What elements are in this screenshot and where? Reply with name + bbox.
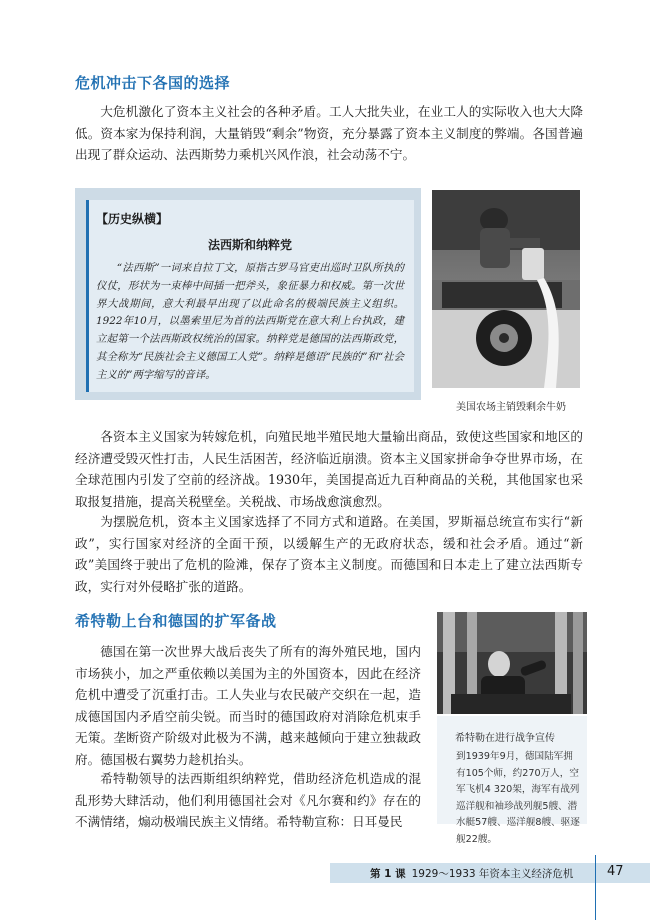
history-box-body: “法西斯”一词来自拉丁文，原指古罗马官吏出巡时卫队所执的仪仗，形状为一束棒中间插一把斧头，象征暴力和权威。第一次世界大战期间，意大利最早出现了以此命名的极端民族主义组织。1922年10月，以墨索里尼为首的法西斯党在意大利上台执政，建立起第一个法西斯政权统治的国家。纳粹党是德国的法西斯政党，其全称为“民族社会主义德国工人党”。纳粹是德语“民族的”和“社会主义的”两字缩写的音译。 <box>96 262 404 381</box>
history-box-tag: 【历史纵横】 <box>96 212 169 226</box>
paragraph-germany-crisis: 德国在第一次世界大战后丧失了所有的海外殖民地，国内市场狭小，加之严重依赖以美国为主的外国资本，因此在经济危机中遭受了沉重打击。工人失业与农民破产交织在一起，造成德国国内矛盾空前尖锐。而当时的德国政府对消除危机束手无策。垄断资产阶级对此极为不满，越来越倾向于建立独裁政府。德国极右翼势力趁机抬头。 <box>75 644 421 767</box>
footer-lesson: 第 1 课 <box>370 868 406 880</box>
paragraph-nazi-party: 希特勒领导的法西斯组织纳粹党，借助经济危机造成的混乱形势大肆活动，他们利用德国社会对《凡尔赛和约》存在的不满情绪，煽动极端民族主义情绪。希特勒宣称：日耳曼民 <box>75 771 421 829</box>
farmer-dumping-milk-image <box>432 190 580 388</box>
section-heading-crisis-choices: 危机冲击下各国的选择 <box>75 74 231 92</box>
history-box-title: 法西斯和纳粹党 <box>207 238 292 252</box>
paragraph-crisis-intro: 大危机激化了资本主义社会的各种矛盾。工人大批失业，在业工人的实际收入也大大降低。资本家为保持利润，大量销毁“剩余”物资，充分暴露了资本主义制度的弊端。各国普遍出现了群众运动、法西斯势力乘机兴风作浪，社会动荡不宁。 <box>75 104 583 162</box>
footer-lesson-title: 1929～1933 年资本主义经济危机 <box>411 868 574 880</box>
paragraph-new-deal: 为摆脱危机，资本主义国家选择了不同方式和道路。在美国，罗斯福总统宣布实行“新政”，实行国家对经济的全面干预，以缓解生产的无政府状态，缓和社会矛盾。通过“新政”美国终于驶出了危机的险滩，保存了资本主义制度。而德国和日本走上了建立法西斯专政，实行对外侵略扩张的道路。 <box>75 514 583 594</box>
caption-farmer-dumping-milk: 美国农场主销毁剩余牛奶 <box>456 402 566 413</box>
hitler-propaganda-image <box>437 612 587 714</box>
photo-farmer-dumping-milk <box>432 190 580 388</box>
caption-hitler-propaganda: 希特勒在进行战争宣传 <box>455 733 555 744</box>
paragraph-economic-war: 各资本主义国家为转嫁危机，向殖民地半殖民地大量输出商品，致使这些国家和地区的经济遭受毁灭性打击，人民生活困苦，经济临近崩溃。资本主义国家拼命争夺世界市场，在全球范围内引发了空前的经济战。1930年，美国提高近九百种商品的关税，其他国家也采取报复措施，提高关税壁垒。关税战、市场战愈演愈烈。 <box>75 429 583 509</box>
footer-bar <box>330 863 650 883</box>
photo-hitler-propaganda <box>437 612 587 714</box>
page-number: 47 <box>607 864 624 879</box>
section-heading-hitler-rise: 希特勒上台和德国的扩军备战 <box>75 612 277 630</box>
footer-divider <box>595 855 596 920</box>
note-german-military: 到1939年9月，德国陆军拥有105个师，约270万人，空军飞机4 320架，海军有战列巡洋舰和袖珍战列舰5艘、潜水艇57艘、巡洋舰8艘、驱逐舰22艘。 <box>456 751 580 845</box>
footer-lesson-info <box>370 866 573 881</box>
